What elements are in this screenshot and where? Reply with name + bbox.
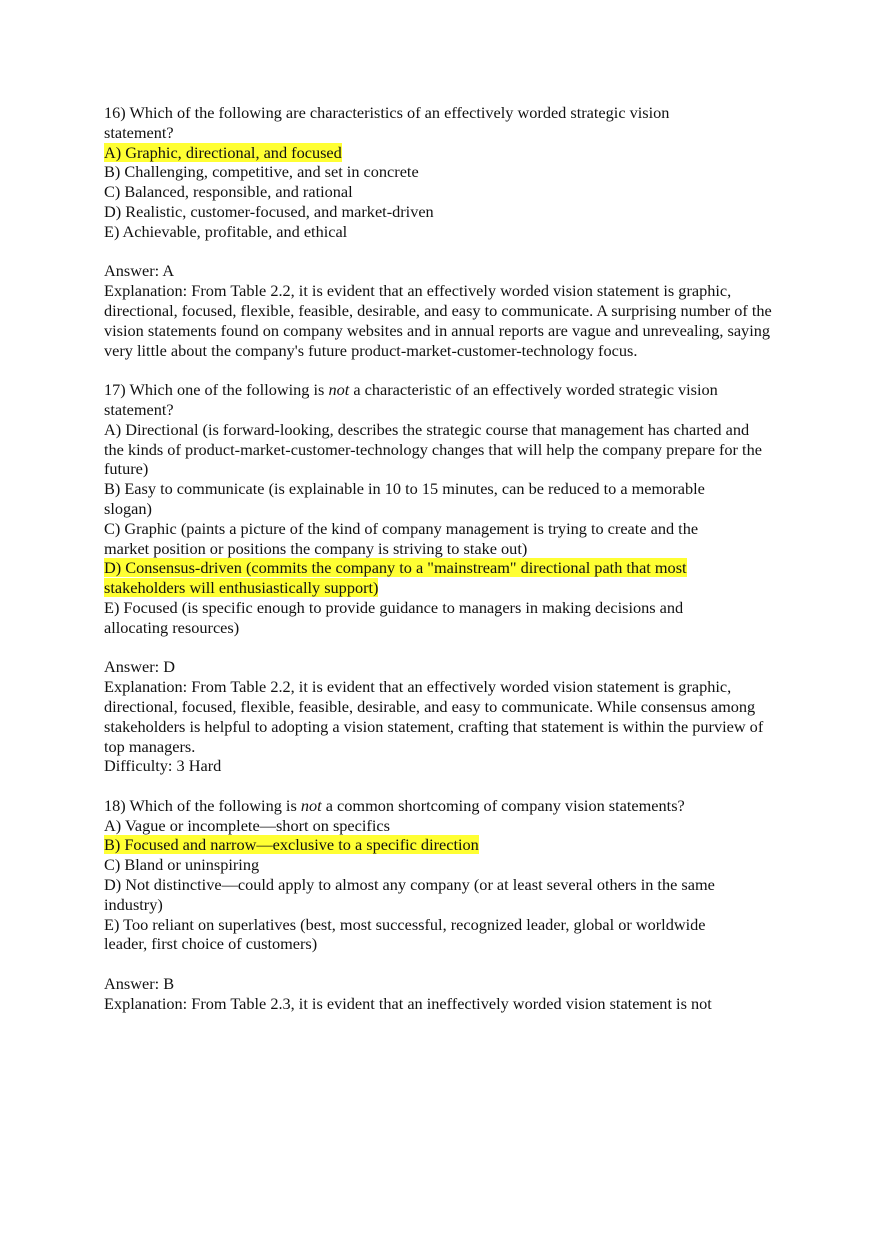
answer-option-a: A) Graphic, directional, and focused <box>104 142 342 162</box>
explanation: Explanation: From Table 2.2, it is evident that an effectively worded vision statement is graphic, directional, focused, flexible, feasible, desirable, and easy to communicate. A surprising number of the vision statements found on company websites and in annual reports are vague and unrevealing, saying very little about the company's future product-market-customer-technology focus. <box>104 281 772 360</box>
answer-option-d: D) Not distinctive—could apply to almost any company (or at least several others in the same industry) <box>104 875 715 914</box>
question-16 <box>104 103 780 360</box>
answer-option-d: D) Consensus-driven (commits the company to a "mainstream" directional path that most stakeholders will enthusiastically support) <box>104 558 687 598</box>
answer-option-b: B) Easy to communicate (is explainable in 10 to 15 minutes, can be reduced to a memorable slogan) <box>104 479 705 518</box>
answer-option-d: D) Realistic, customer-focused, and market-driven <box>104 201 434 221</box>
answer-option-e: E) Too reliant on superlatives (best, most successful, recognized leader, global or worldwide leader, first choice of customers) <box>104 914 706 954</box>
question-stem: 16) Which of the following are characteristics of an effectively worded strategic vision statement? <box>104 103 670 142</box>
explanation: Explanation: From Table 2.2, it is evident that an effectively worded vision statement is graphic, directional, focused, flexible, feasible, desirable, and easy to communicate. While consensus among stakeholders is helpful to adopting a vision statement, crafting that statement is within the purview of top managers. <box>104 677 764 756</box>
answer-option-a: A) Vague or incomplete—short on specifics <box>104 815 390 835</box>
answer-option-a: A) Directional (is forward-looking, describes the strategic course that management has charted and the kinds of product-market-customer-technology changes that will help the company prepare for the future) <box>104 419 762 479</box>
question-stem: 17) Which one of the following is not a characteristic of an effectively worded strategic vision statement? <box>104 380 718 419</box>
answer-key: Answer: A <box>104 261 175 281</box>
answer-option-b: B) Focused and narrow—exclusive to a specific direction <box>104 835 479 855</box>
answer-option-c: C) Graphic (paints a picture of the kind of company management is trying to create and the market position or positions the company is striving to stake out) <box>104 518 699 558</box>
explanation: Explanation: From Table 2.3, it is evident that an ineffectively worded vision statement is not <box>104 993 712 1013</box>
question-17 <box>104 380 780 776</box>
answer-key: Answer: D <box>104 657 175 677</box>
answer-option-e: E) Achievable, profitable, and ethical <box>104 221 348 241</box>
answer-option-e: E) Focused (is specific enough to provide guidance to managers in making decisions and allocating resources) <box>104 597 684 637</box>
answer-option-c: C) Balanced, responsible, and rational <box>104 182 353 202</box>
question-stem: 18) Which of the following is not a common shortcoming of company vision statements? <box>104 795 685 815</box>
answer-option-c: C) Bland or uninspiring <box>104 855 260 875</box>
difficulty: Difficulty: 3 Hard <box>104 756 222 776</box>
question-18 <box>104 796 780 1014</box>
answer-key: Answer: B <box>104 974 175 994</box>
answer-option-b: B) Challenging, competitive, and set in concrete <box>104 162 419 182</box>
